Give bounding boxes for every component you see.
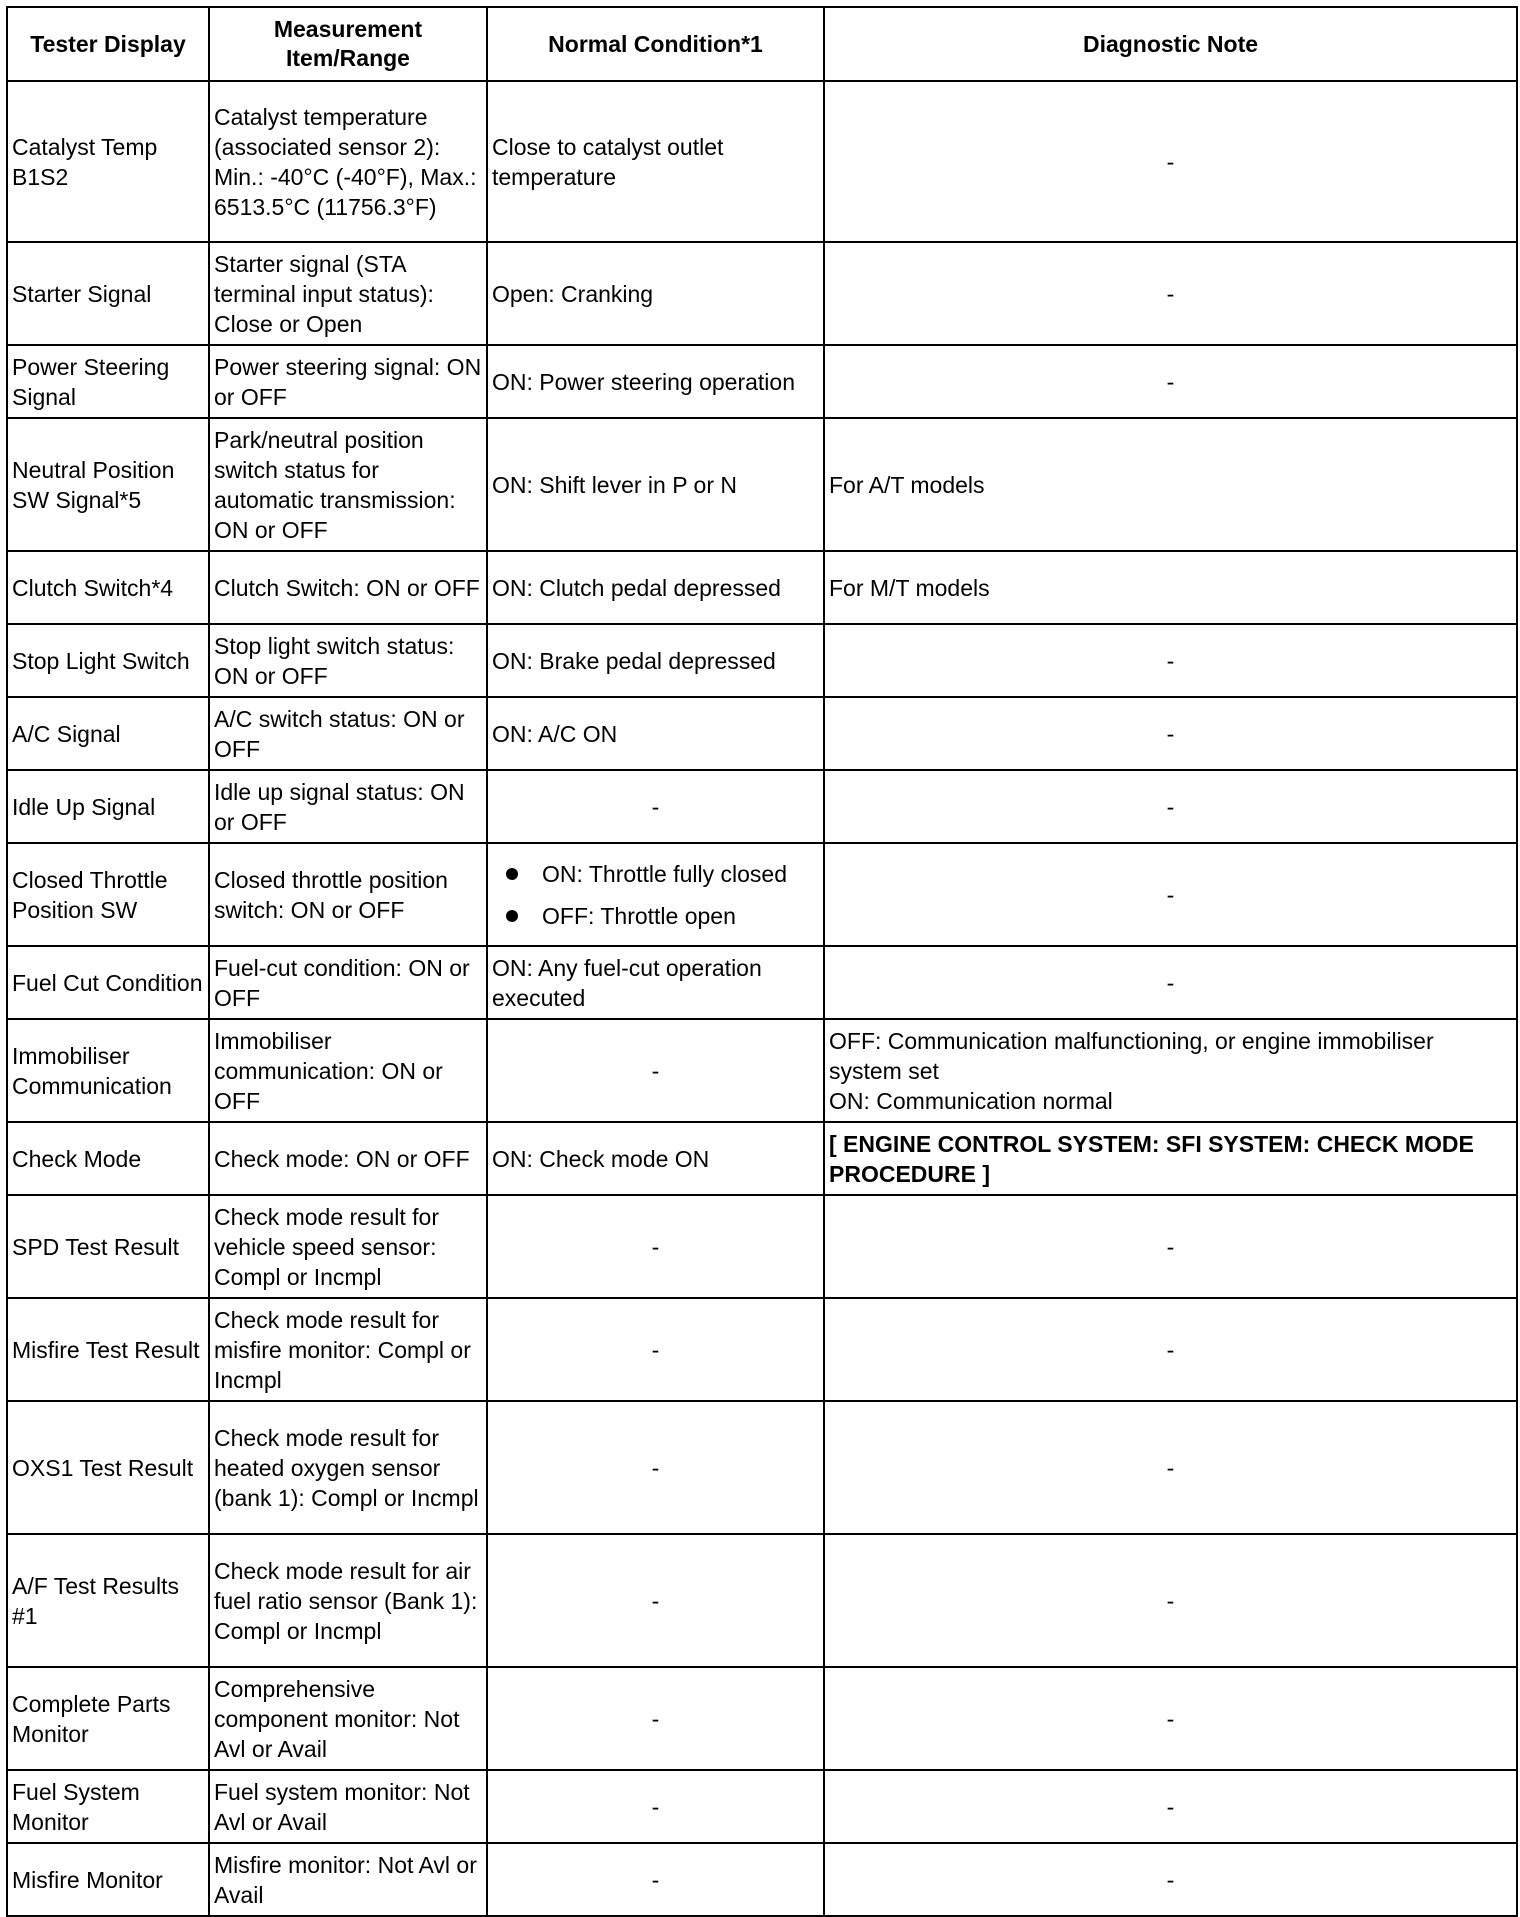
header-measurement-item: Measurement Item/Range [209, 7, 487, 81]
cell-tester-display: Misfire Test Result [7, 1298, 209, 1401]
cell-diagnostic-note: - [824, 81, 1517, 242]
bullet-item [506, 901, 819, 931]
header-tester-display: Tester Display [7, 7, 209, 81]
normal-condition-bullet-list [492, 859, 819, 931]
table-row [7, 1667, 1517, 1770]
header-diagnostic-note: Diagnostic Note [824, 7, 1517, 81]
bullet-dot-icon [506, 910, 518, 922]
table-row [7, 1843, 1517, 1916]
cell-diagnostic-note: - [824, 345, 1517, 418]
cell-tester-display: Clutch Switch*4 [7, 551, 209, 624]
cell-tester-display: Stop Light Switch [7, 624, 209, 697]
table-row [7, 1534, 1517, 1667]
cell-normal-condition: - [487, 1401, 824, 1534]
cell-normal-condition: ON: Clutch pedal depressed [487, 551, 824, 624]
table-row [7, 1122, 1517, 1195]
table-row [7, 1195, 1517, 1298]
cell-measurement: Misfire monitor: Not Avl or Avail [209, 1843, 487, 1916]
cell-diagnostic-note: - [824, 697, 1517, 770]
cell-normal-condition: ON: Check mode ON [487, 1122, 824, 1195]
cell-tester-display: Closed Throttle Position SW [7, 843, 209, 946]
cell-diagnostic-note: - [824, 1401, 1517, 1534]
cell-diagnostic-note: - [824, 1195, 1517, 1298]
cell-diagnostic-note: - [824, 770, 1517, 843]
table-row [7, 697, 1517, 770]
cell-tester-display: Starter Signal [7, 242, 209, 345]
table-row [7, 843, 1517, 946]
cell-diagnostic-note: - [824, 843, 1517, 946]
cell-measurement: Check mode result for vehicle speed sensor: Compl or Incmpl [209, 1195, 487, 1298]
table-row [7, 242, 1517, 345]
cell-measurement: Check mode result for misfire monitor: Compl or Incmpl [209, 1298, 487, 1401]
cell-normal-condition: ON: Power steering operation [487, 345, 824, 418]
cell-normal-condition: - [487, 1843, 824, 1916]
table-row [7, 418, 1517, 551]
cell-tester-display: A/F Test Results #1 [7, 1534, 209, 1667]
cell-tester-display: A/C Signal [7, 697, 209, 770]
table-row [7, 770, 1517, 843]
cell-normal-condition: - [487, 1195, 824, 1298]
cell-normal-condition [487, 843, 824, 946]
bullet-item [506, 859, 819, 889]
cell-diagnostic-note: - [824, 1298, 1517, 1401]
cell-diagnostic-note: For M/T models [824, 551, 1517, 624]
cell-normal-condition: Open: Cranking [487, 242, 824, 345]
cell-tester-display: Fuel Cut Condition [7, 946, 209, 1019]
cell-tester-display: Immobiliser Communication [7, 1019, 209, 1122]
cell-normal-condition: ON: Brake pedal depressed [487, 624, 824, 697]
cell-normal-condition: - [487, 1667, 824, 1770]
header-normal-condition: Normal Condition*1 [487, 7, 824, 81]
cell-measurement: Immobiliser communication: ON or OFF [209, 1019, 487, 1122]
cell-diagnostic-note: - [824, 624, 1517, 697]
cell-measurement: Check mode result for air fuel ratio sensor (Bank 1): Compl or Incmpl [209, 1534, 487, 1667]
cell-tester-display: OXS1 Test Result [7, 1401, 209, 1534]
cell-measurement: Fuel-cut condition: ON or OFF [209, 946, 487, 1019]
cell-tester-display: Misfire Monitor [7, 1843, 209, 1916]
table-row [7, 1298, 1517, 1401]
cell-normal-condition: ON: A/C ON [487, 697, 824, 770]
cell-diagnostic-note: - [824, 946, 1517, 1019]
cell-tester-display: SPD Test Result [7, 1195, 209, 1298]
cell-normal-condition: - [487, 1770, 824, 1843]
cell-tester-display: Idle Up Signal [7, 770, 209, 843]
table-row [7, 624, 1517, 697]
cell-tester-display: Check Mode [7, 1122, 209, 1195]
table-row [7, 81, 1517, 242]
table-row [7, 1019, 1517, 1122]
table-row [7, 946, 1517, 1019]
cell-measurement: Closed throttle position switch: ON or OFF [209, 843, 487, 946]
table-row [7, 345, 1517, 418]
cell-tester-display: Fuel System Monitor [7, 1770, 209, 1843]
cell-measurement: Fuel system monitor: Not Avl or Avail [209, 1770, 487, 1843]
data-list-table [6, 6, 1518, 1917]
cell-tester-display: Neutral Position SW Signal*5 [7, 418, 209, 551]
cell-diagnostic-note: - [824, 1667, 1517, 1770]
bullet-dot-icon [506, 868, 518, 880]
cell-normal-condition: ON: Shift lever in P or N [487, 418, 824, 551]
cell-diagnostic-note [824, 1019, 1517, 1122]
cell-measurement: Starter signal (STA terminal input status): Close or Open [209, 242, 487, 345]
cell-tester-display: Catalyst Temp B1S2 [7, 81, 209, 242]
cell-measurement: Stop light switch status: ON or OFF [209, 624, 487, 697]
cell-normal-condition: - [487, 1298, 824, 1401]
cell-measurement: A/C switch status: ON or OFF [209, 697, 487, 770]
cell-measurement: Clutch Switch: ON or OFF [209, 551, 487, 624]
bullet-text: OFF: Throttle open [542, 902, 736, 929]
cell-normal-condition: - [487, 1534, 824, 1667]
cell-measurement: Idle up signal status: ON or OFF [209, 770, 487, 843]
cell-normal-condition: Close to catalyst outlet temperature [487, 81, 824, 242]
cell-measurement: Comprehensive component monitor: Not Avl or Avail [209, 1667, 487, 1770]
cell-diagnostic-note: - [824, 242, 1517, 345]
cell-tester-display: Power Steering Signal [7, 345, 209, 418]
check-mode-procedure-link[interactable]: [ ENGINE CONTROL SYSTEM: SFI SYSTEM: CHECK MODE PROCEDURE ] [824, 1122, 1517, 1195]
bullet-text: ON: Throttle fully closed [542, 860, 788, 887]
cell-diagnostic-note: For A/T models [824, 418, 1517, 551]
cell-normal-condition: ON: Any fuel-cut operation executed [487, 946, 824, 1019]
cell-normal-condition: - [487, 770, 824, 843]
cell-measurement: Catalyst temperature (associated sensor 2): Min.: -40°C (-40°F), Max.: 6513.5°C (11756.3°F) [209, 81, 487, 242]
table-row [7, 1770, 1517, 1843]
diagnostic-note-line: OFF: Communication malfunctioning, or engine immobiliser system set [829, 1027, 1434, 1084]
cell-measurement: Park/neutral position switch status for automatic transmission: ON or OFF [209, 418, 487, 551]
cell-diagnostic-note: - [824, 1770, 1517, 1843]
table-row [7, 1401, 1517, 1534]
table-row [7, 551, 1517, 624]
cell-diagnostic-note: - [824, 1534, 1517, 1667]
cell-tester-display: Complete Parts Monitor [7, 1667, 209, 1770]
table-header-row [7, 7, 1517, 81]
cell-diagnostic-note: - [824, 1843, 1517, 1916]
cell-measurement: Power steering signal: ON or OFF [209, 345, 487, 418]
cell-measurement: Check mode result for heated oxygen sensor (bank 1): Compl or Incmpl [209, 1401, 487, 1534]
diagnostic-note-line: ON: Communication normal [829, 1087, 1113, 1114]
cell-normal-condition: - [487, 1019, 824, 1122]
cell-measurement: Check mode: ON or OFF [209, 1122, 487, 1195]
